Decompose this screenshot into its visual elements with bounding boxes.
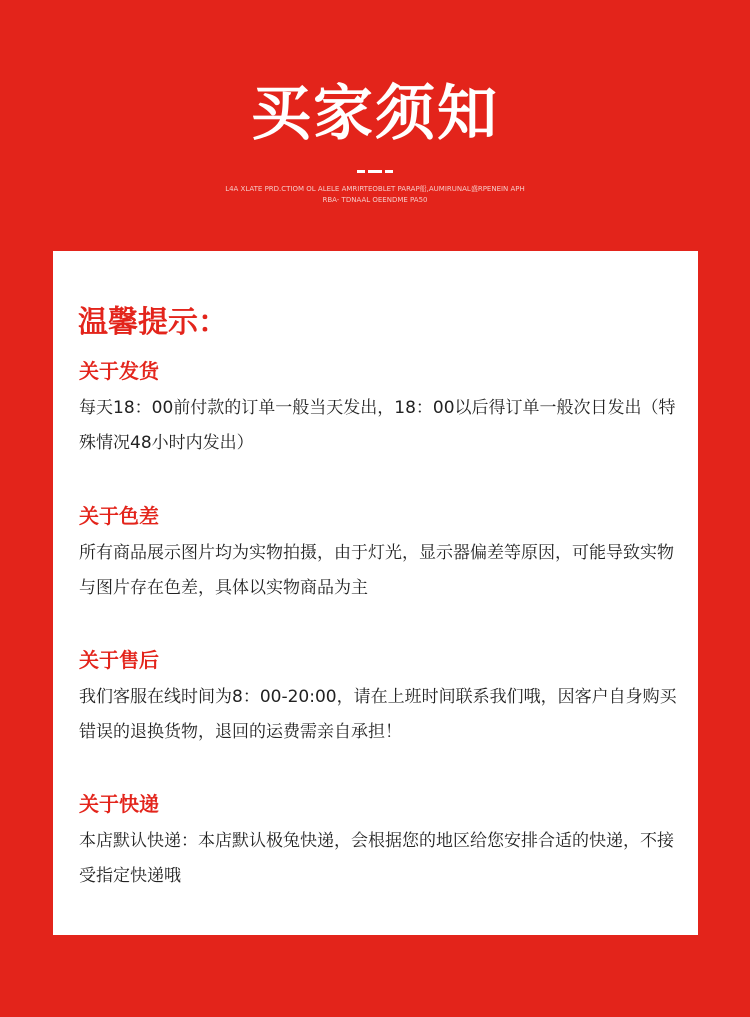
section-title: 关于发货 — [79, 359, 159, 383]
section-body: 每天18：00前付款的订单一般当天发出，18：00以后得订单一般次日发出（特殊情况48小时内发出） — [79, 398, 676, 453]
section-body: 我们客服在线时间为8：00-20:00，请在上班时间联系我们哦，因客户自身购买错误的退换货物，退回的运费需亲自承担！ — [79, 687, 677, 742]
page-title: 买家须知 — [251, 79, 499, 149]
section-after-sales — [79, 646, 679, 750]
section-express — [79, 790, 679, 894]
section-body: 本店默认快递：本店默认极兔快递，会根据您的地区给您安排合适的快递，不接受指定快递哦 — [79, 831, 674, 886]
section-title: 关于快递 — [79, 792, 159, 816]
section-title: 关于售后 — [79, 648, 159, 672]
section-shipping — [79, 357, 679, 461]
section-title: 关于色差 — [79, 504, 159, 528]
tips-heading: 温馨提示： — [78, 305, 228, 340]
page-subtitle: L4A XLATE PRD.CTIOM OL ALELE AMRIRTEOBLET PARAP船,AUMIRUNAL盛RPENEIN APHRBA- TDNAAL OEENDME PA50 — [225, 185, 525, 204]
section-color-difference — [79, 502, 679, 606]
title-divider — [357, 170, 393, 173]
notice-card — [53, 251, 698, 935]
section-body: 所有商品展示图片均为实物拍摄，由于灯光，显示器偏差等原因，可能导致实物与图片存在色差，具体以实物商品为主 — [79, 543, 674, 598]
